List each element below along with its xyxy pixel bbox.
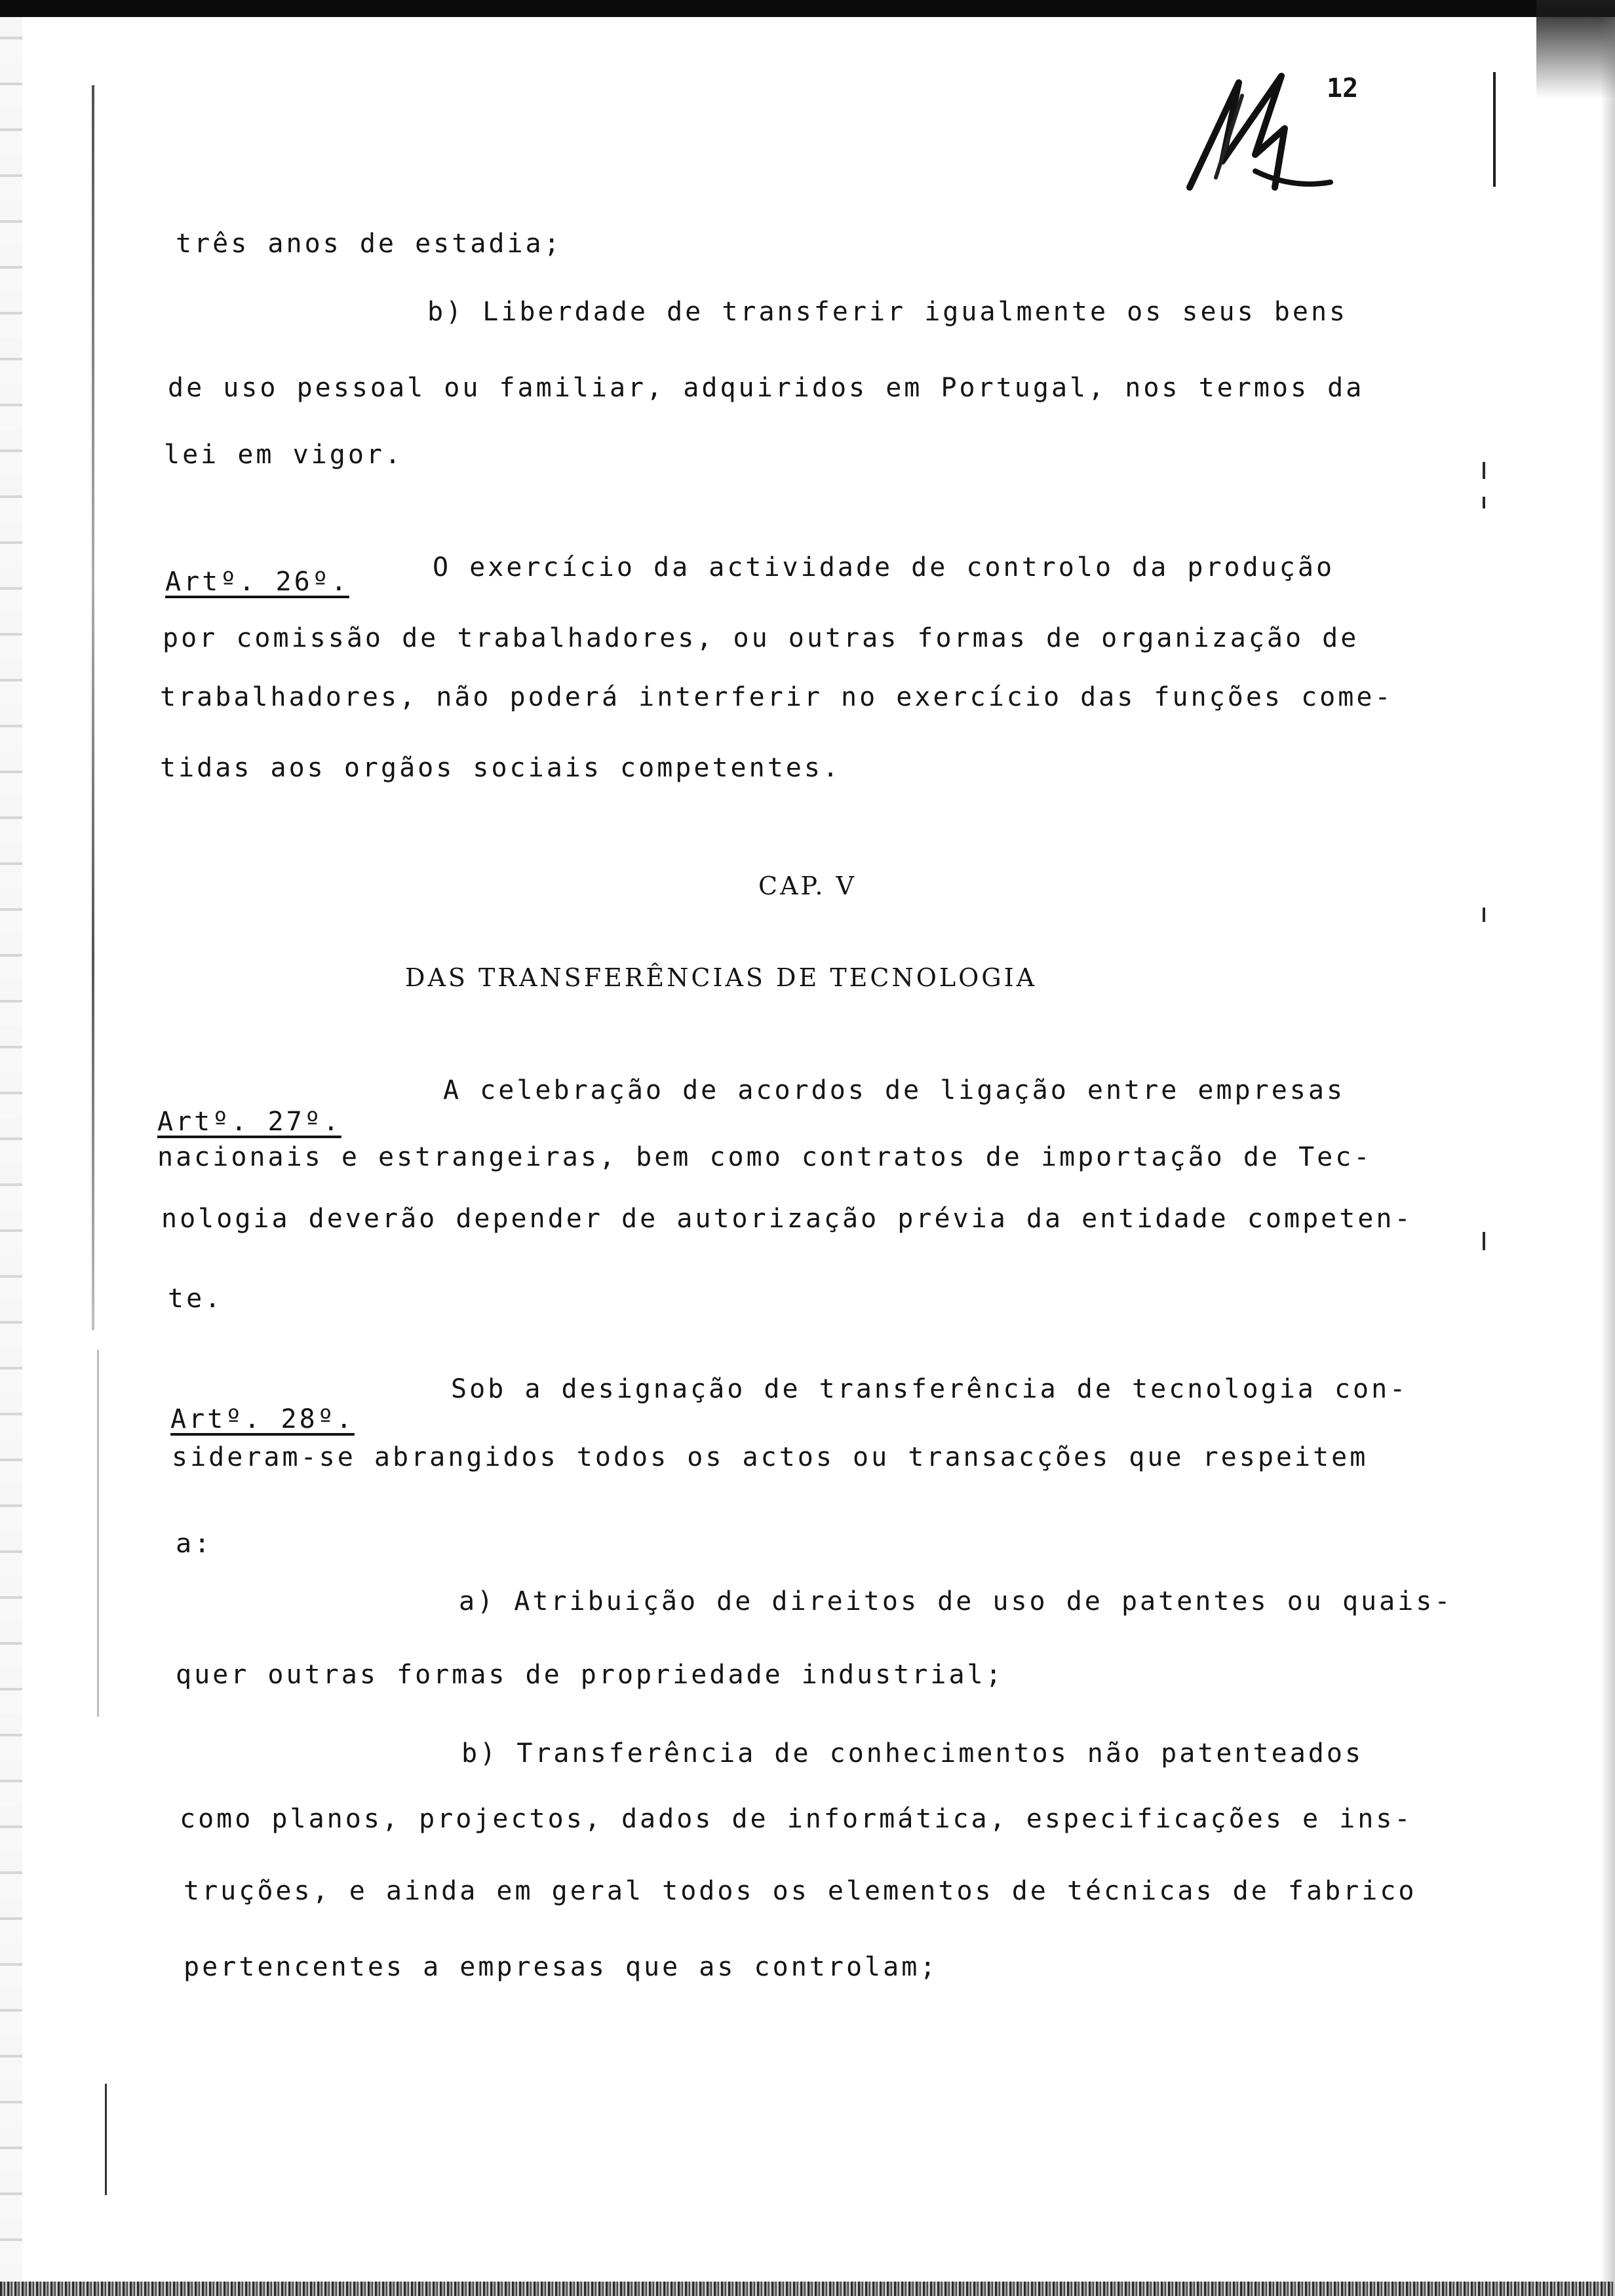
article-28-label: Artº. 28º. — [170, 1404, 355, 1434]
list-item-b-continued: como planos, projectos, dados de informática, especificações e ins- — [180, 1804, 1413, 1834]
margin-tick — [1483, 1232, 1485, 1250]
list-item-b: b) Transferência de conhecimentos não patenteados — [461, 1738, 1364, 1769]
margin-tick — [1483, 497, 1485, 508]
handwritten-initials — [1177, 56, 1347, 201]
margin-tick — [1483, 462, 1485, 479]
text-line: A celebração de acordos de ligação entre empresas — [443, 1075, 1346, 1105]
chapter-title: DAS TRANSFERÊNCIAS DE TECNOLOGIA — [405, 963, 1038, 992]
text-line: O exercício da actividade de controlo da produção — [433, 552, 1335, 583]
text-line: nacionais e estrangeiras, bem como contratos de importação de Tec- — [157, 1142, 1372, 1172]
article-27-label: Artº. 27º. — [157, 1107, 341, 1137]
margin-line — [92, 85, 94, 1330]
scan-right-shadow — [1601, 17, 1615, 2282]
scan-left-edge — [0, 17, 22, 2282]
list-item-a: a) Atribuição de direitos de uso de patentes ou quais- — [459, 1586, 1453, 1617]
text-line: b) Liberdade de transferir igualmente os seus bens — [427, 297, 1348, 327]
margin-mark-bottom — [105, 2084, 107, 2195]
margin-tick — [1483, 908, 1485, 922]
list-item-b-continued: truções, e ainda em geral todos os elementos de técnicas de fabrico — [184, 1876, 1417, 1906]
scan-top-border — [0, 0, 1615, 17]
margin-mark-right — [1493, 72, 1496, 187]
chapter-number: CAP. V — [758, 871, 857, 900]
text-line: nologia deverão depender de autorização prévia da entidade competen- — [161, 1204, 1413, 1234]
text-line: a: — [176, 1529, 213, 1559]
article-26-label: Artº. 26º. — [165, 567, 349, 597]
list-item-a-continued: quer outras formas de propriedade industrial; — [176, 1660, 1004, 1690]
text-line: três anos de estadia; — [176, 229, 562, 259]
text-line: lei em vigor. — [164, 440, 404, 470]
text-line: sideram-se abrangidos todos os actos ou transacções que respeitem — [172, 1442, 1369, 1472]
text-line: tidas aos orgãos sociais competentes. — [160, 753, 842, 783]
list-item-b-continued: pertencentes a empresas que as controlam; — [184, 1952, 939, 1982]
text-line: trabalhadores, não poderá interferir no exercício das funções come- — [160, 682, 1393, 712]
page-number: 12 — [1327, 73, 1359, 104]
text-line: Sob a designação de transferência de tecnologia con- — [451, 1374, 1409, 1404]
scan-bottom-border — [0, 2282, 1615, 2296]
margin-line-lower — [97, 1350, 99, 1717]
text-line: de uso pessoal ou familiar, adquiridos em Portugal, nos termos da — [168, 373, 1365, 403]
text-line: por comissão de trabalhadores, ou outras formas de organização de — [163, 623, 1359, 653]
text-line: te. — [168, 1284, 224, 1314]
